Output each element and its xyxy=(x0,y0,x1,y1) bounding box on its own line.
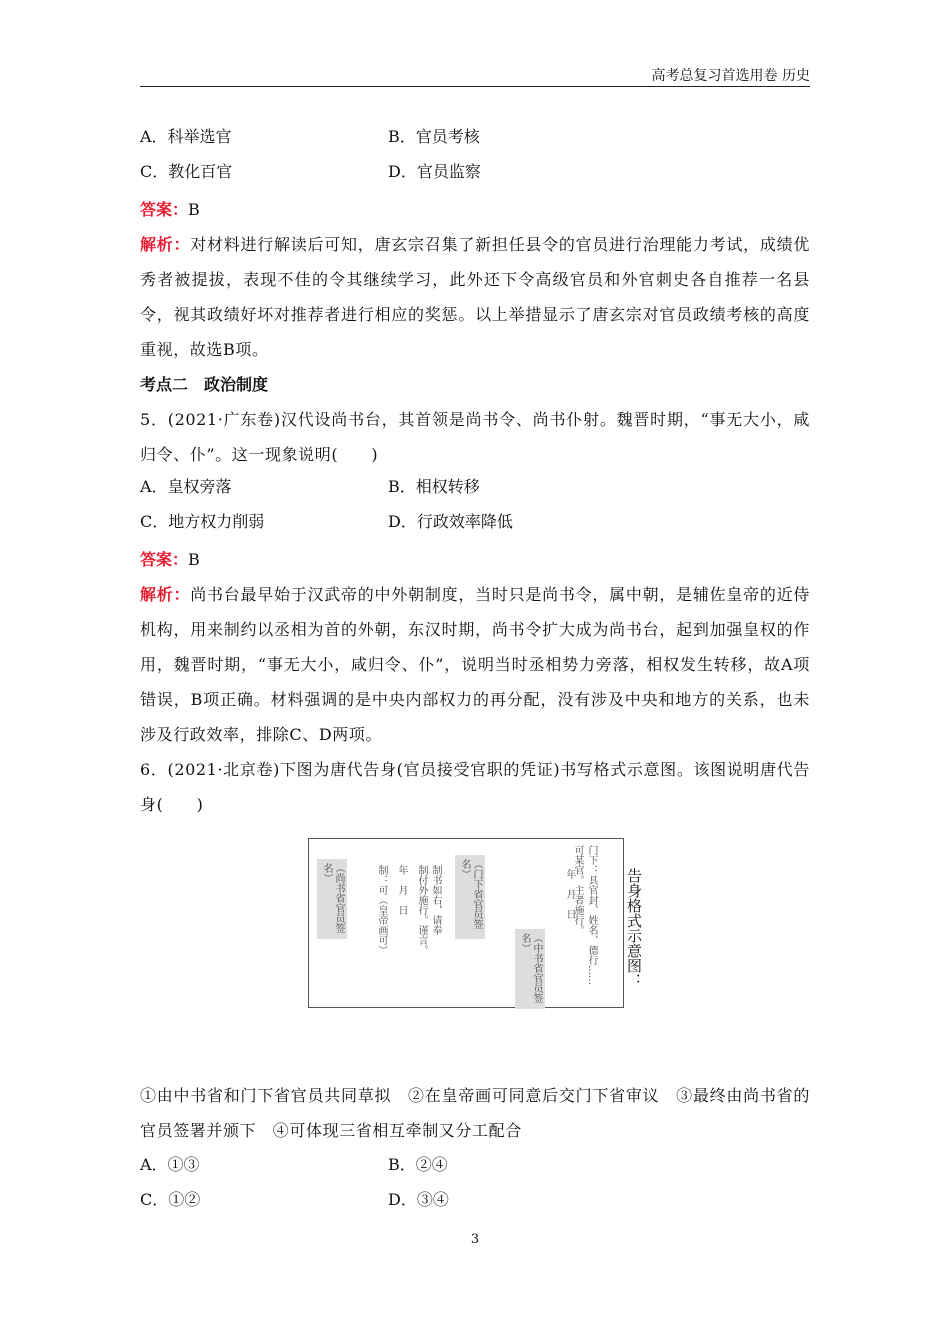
q4-analysis-label: 解析： xyxy=(140,235,191,254)
figure-box-zhongshu: （中书省官员签名） xyxy=(515,929,545,1009)
q5-option-d: D．行政效率降低 xyxy=(388,512,513,531)
figure-col-menxia-1: 门下：具官封、姓名、德行…… xyxy=(586,845,597,985)
figure-col-zhi-2: 制付外施行。谨言。 xyxy=(416,865,427,955)
q4-option-b: B．官员考核 xyxy=(388,127,480,146)
q4-answer-label: 答案： xyxy=(140,200,189,219)
figure-box-shangshu: （尚书省官员签名） xyxy=(317,859,347,939)
q4-options-row-1 xyxy=(140,122,810,157)
page-number: 3 xyxy=(470,1232,480,1247)
q6-option-c: C．①② xyxy=(140,1190,201,1209)
q6-stem: 6．(2021·北京卷)下图为唐代告身(官员接受官职的凭证)书写格式示意图。该图说明唐代告身( ) xyxy=(140,760,810,814)
figure-title: 告身格式示意图： xyxy=(625,868,643,988)
q5-analysis-text: 尚书台最早始于汉武帝的中外朝制度，当时只是尚书令，属中朝，是辅佐皇帝的近侍机构，用来制约以丞相为首的外朝，东汉时期，尚书令扩大成为尚书台，起到加强皇权的作用，魏晋时期，“事无大小，咸归令、仆”，说明当时丞相势力旁落，相权发生转移，故A项错误，B项正确。材料强调的是中央内部权力的再分配，没有涉及中央和地方的关系，也未涉及行政效率，排除C、D两项。 xyxy=(140,585,810,744)
figure-col-zhi-4: 制：可（皇帝画可） xyxy=(376,865,387,955)
figure-col-zhi-1: 制书如右，请奉 xyxy=(430,865,441,935)
q5-option-c: C．地方权力削弱 xyxy=(140,512,265,531)
q6-option-b: B．②④ xyxy=(388,1155,448,1174)
figure-col-menxia-3: 年 月 日 xyxy=(564,869,575,919)
page-header xyxy=(140,66,810,87)
q4-analysis-text: 对材料进行解读后可知，唐玄宗召集了新担任县令的官员进行治理能力考试，成绩优秀者被提拔，表现不佳的令其继续学习，此外还下令高级官员和外官刺史各自推荐一名县令，视其政绩好坏对推荐者进行相应的奖惩。以上举措显示了唐玄宗对官员政绩考核的高度重视，故选B项。 xyxy=(140,235,810,359)
q6-options-row-2 xyxy=(140,1185,810,1220)
q6-statements: ①由中书省和门下省官员共同草拟 ②在皇帝画可同意后交门下省审议 ③最终由尚书省的官员签署并颁下 ④可体现三省相互牵制又分工配合 xyxy=(140,1086,810,1140)
q6-option-a: A．①③ xyxy=(140,1155,200,1174)
page-content xyxy=(140,122,810,1008)
header-text: 高考总复习首选用卷 历史 xyxy=(651,68,810,84)
q5-option-a: A．皇权旁落 xyxy=(140,477,232,496)
q5-answer-value: B xyxy=(188,550,200,569)
q5-option-b: B．相权转移 xyxy=(388,477,480,496)
q5-analysis xyxy=(140,577,810,752)
figure-box-menxia: （门下省官员签名） xyxy=(455,855,485,939)
figure-col-menxia-2: 可某官。主者施行。 xyxy=(572,845,583,935)
q5-answer-label: 答案： xyxy=(140,550,189,569)
q5-options-row-1 xyxy=(140,472,810,507)
q4-analysis xyxy=(140,227,810,367)
q4-answer-value: B xyxy=(188,200,200,219)
q4-option-a: A．科举选官 xyxy=(140,127,232,146)
q4-option-d: D．官员监察 xyxy=(388,162,481,181)
q5-stem: 5．(2021·广东卷)汉代设尚书台，其首领是尚书令、尚书仆射。魏晋时期，“事无大小，咸归令、仆”。这一现象说明( ) xyxy=(140,410,810,464)
q6-option-d: D．③④ xyxy=(388,1190,449,1209)
section-title: 考点二 政治制度 xyxy=(140,375,269,394)
q4-options-row-2 xyxy=(140,157,810,192)
q6-options-row-1 xyxy=(140,1150,810,1185)
q6-options xyxy=(140,1150,810,1220)
q5-options-row-2 xyxy=(140,507,810,542)
gaoshen-format-figure xyxy=(308,838,624,1008)
q4-option-c: C．教化百官 xyxy=(140,162,233,181)
figure-col-zhi-3: 年 月 日 xyxy=(396,865,407,915)
q5-answer xyxy=(140,542,810,577)
q5-analysis-label: 解析： xyxy=(140,585,191,604)
q4-answer xyxy=(140,192,810,227)
